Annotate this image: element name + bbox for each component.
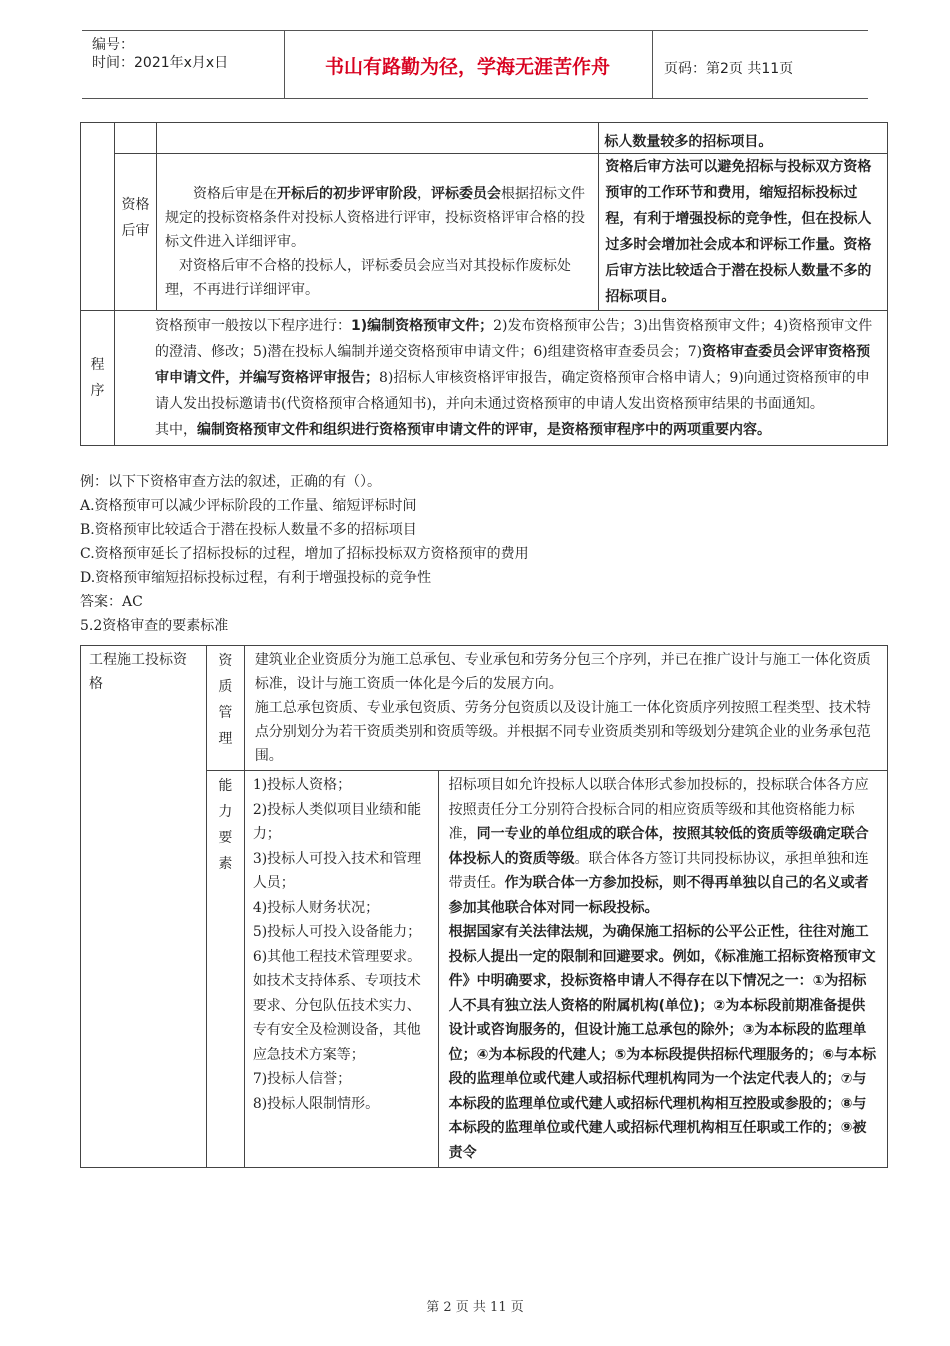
option-d: D.资格预审缩短招标投标过程，有利于增强投标的竞争性	[80, 570, 432, 586]
procedure-bold-2: 资格审查委员会评审资格预审申请文件，并编写资格评审报告；	[154, 344, 871, 386]
bid-qualification-label: 工程施工投标资格	[81, 646, 207, 1168]
ability-item: 6)其他工程技术管理要求。如技术支持体系、专项技术要求、分包队伍技术实力、专有安全及检测设备，其他应急技术方案等；	[252, 948, 422, 1063]
ability-detail-bold-3: 根据国家有关法律法规，为确保施工招标的公平公正性，往往对施工投标人提出一定的限制和回避要求。例如，《标准施工招标资格预审文件》中明确要求，投标资格申请人不得存在以下情况之一：①为招标人不具有独立法人资格的附属机构(单位)；②为本标段前期准备提供设计或咨询服务的，但设计施工总承包的除外；③为本标段的监理单位；④为本标段的代建人；⑤为本标段提供招标代理服务的；⑥与本标段的监理单位或代建人或招标代理机构同为一个法定代表人的；⑦与本标段的监理单位或代建人或招标代理机构相互控股或参股的；⑧与本标段的监理单位或代建人或招标代理机构相互任职或工作的；⑨被责令	[448, 924, 877, 1161]
procedure-bold-3: 编制资格预审文件和组织进行资格预审申请文件的评审，是资格预审程序中的两项重要内容。	[196, 422, 771, 438]
ability-item: 4)投标人财务状况；	[252, 899, 380, 916]
ability-item: 1)投标人资格；	[252, 777, 352, 793]
post-review-label: 资格后审	[114, 154, 156, 311]
procedure-text-2: 2)发布资格预审公告；3)出售资格预审文件；4)资格预审文件的澄清、修改；5)潜在投标人编制并递交资格预审申请文件；6)组建资格审查委员会；	[154, 318, 873, 360]
header-page-info: 页码：第2页 共11页	[664, 61, 794, 77]
procedure-label: 程序	[81, 311, 115, 446]
qualification-management-label: 资质管理	[206, 646, 244, 771]
answer: 答案：AC	[80, 594, 143, 610]
table1-top-cell-a	[114, 123, 156, 154]
post-review-feature: 资格后审方法可以避免招标与投标双方资格预审的工作环节和费用，缩短招标投标过程，有利于增强投标的竞争性，但在投标人过多时会增加社会成本和评标工作量。资格后审方法比较适合于潜在投标人数量不多的招标项目。	[599, 154, 888, 311]
ability-elements-label: 能力要素	[206, 771, 244, 1168]
ability-item: 5)投标人可投入设备能力；	[252, 924, 422, 940]
qualification-elements-table	[80, 645, 888, 1168]
header-bottom-rule	[82, 98, 868, 99]
ability-detail-text-1: 招标项目如允许投标人以联合体形式参加投标的，投标联合体各方应按照责任分工分别符合投标合同的相应资质等级和其他资格能力标准，	[448, 777, 869, 842]
header-meta	[92, 36, 228, 72]
procedure-text-1: 资格预审一般按以下程序进行：	[154, 318, 351, 334]
header-motto: 书山有路勤为径，学海无涯苦作舟	[324, 56, 610, 78]
ability-item: 3)投标人可投入技术和管理人员；	[252, 850, 422, 891]
header-divider-right	[652, 30, 653, 98]
post-review-text-2: ，	[416, 186, 431, 202]
table1-top-cell-b	[156, 123, 598, 154]
page-footer: 第 2 页 共 11 页	[426, 1300, 524, 1315]
table1-left-blank	[81, 123, 115, 311]
ability-detail-text-2: 。联合体各方签订共同投标协议，承担单独和连带责任。	[448, 850, 869, 891]
ability-detail-bold-2: 作为联合体一方参加投标，则不得再单独以自己的名义或者参加其他联合体对同一标段投标。	[448, 875, 869, 916]
post-review-text-3: 根据招标文件规定的投标资格条件对投标人资格进行评审，投标资格评审合格的投标文件进入详细评审。	[164, 186, 585, 250]
question-stem: 例：以下下资格审查方法的叙述，正确的有（）。	[80, 474, 381, 490]
procedure-text-3: 7)	[687, 344, 703, 360]
post-review-text-4: 对资格后审不合格的投标人，评标委员会应当对其投标作废标处理，不再进行详细评审。	[164, 258, 571, 298]
header-number: 编号：	[92, 37, 134, 53]
ability-item: 8)投标人限制情形。	[252, 1095, 380, 1112]
option-a: A.资格预审可以减少评标阶段的工作量、缩短评标时间	[80, 498, 417, 514]
table1-top-right: 标人数量较多的招标项目。	[599, 123, 888, 154]
ability-item: 7)投标人信誉；	[252, 1071, 352, 1087]
option-c: C.资格预审延长了招标投标的过程，增加了招标投标双方资格预审的费用	[80, 546, 529, 562]
procedure-text-4: 8)招标人审核资格评审报告，确定资格预审合格申请人；9)向通过资格预审的申请人发出投标邀请书(代资格预审合格通知书)，并向未通过资格预审的申请人发出资格预审结果的书面通知。	[154, 370, 870, 412]
ability-items	[244, 771, 438, 1168]
header-time: 时间：2021年x月x日	[92, 55, 229, 71]
ability-detail	[438, 771, 887, 1168]
qualification-text-2: 施工总承包资质、专业承包资质、劳务分包资质以及设计施工一体化资质序列按照工程类型、技术特点分别划分为若干资质类别和资质等级。并根据不同专业资质类别和等级划分建筑企业的业务承包范围。	[254, 700, 871, 764]
section-title: 5.2资格审查的要素标准	[80, 618, 229, 634]
post-review-bold-2: 评标委员会	[430, 186, 501, 202]
header-top-rule	[82, 30, 868, 31]
qualification-management-content	[244, 646, 887, 771]
question-block	[80, 470, 529, 638]
procedure-content	[114, 311, 887, 446]
post-review-bold-1: 开标后的初步评审阶段	[276, 186, 417, 202]
qualification-text-1: 建筑业企业资质分为施工总承包、专业承包和劳务分包三个序列，并已在推广设计与施工一体化资质标准，设计与施工资质一体化是今后的发展方向。	[254, 652, 871, 692]
option-b: B.资格预审比较适合于潜在投标人数量不多的招标项目	[80, 522, 417, 538]
procedure-text-5: 其中，	[154, 422, 197, 438]
ability-item: 2)投标人类似项目业绩和能力；	[252, 801, 422, 842]
ability-detail-bold-1: 同一专业的单位组成的联合体，按照其较低的资质等级确定联合体投标人的资质等级	[448, 826, 869, 867]
post-review-text-1: 资格后审是在	[192, 186, 277, 202]
prequalification-table	[80, 122, 888, 446]
procedure-bold-1: 1)编制资格预审文件；	[350, 318, 494, 334]
post-review-description	[156, 154, 598, 311]
